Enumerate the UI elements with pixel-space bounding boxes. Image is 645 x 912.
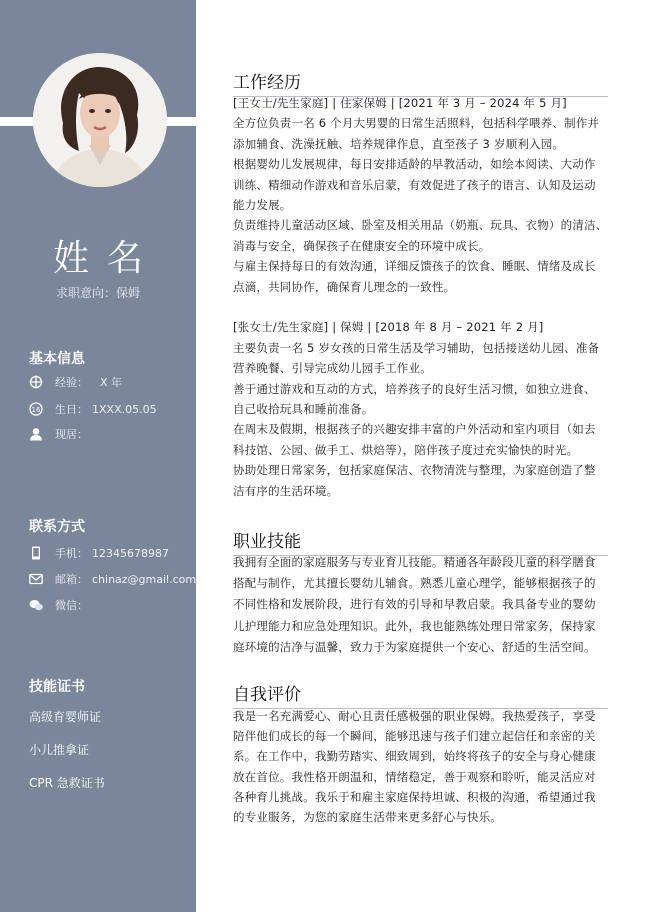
basic-info-heading: 基本信息	[29, 351, 85, 367]
birthday-label: 生日：	[55, 403, 88, 416]
text-line: 点滴，共同协作，确保育儿理念的一致性。	[233, 279, 456, 294]
text-line: 善于通过游戏和互动的方式，培养孩子的良好生活习惯，如独立进食、	[233, 381, 596, 396]
residence-row	[29, 426, 92, 442]
text-line: 协助处理日常家务，包括家庭保洁、衣物清洗与整理，为家庭创造了整	[233, 463, 596, 478]
cert-item: 高级育婴师证	[29, 710, 102, 724]
text-line: 负责维持儿童活动区域、卧室及相关用品（奶瓶、玩具、衣物）的清洁、	[233, 218, 608, 233]
wechat-row	[29, 597, 92, 613]
text-line: 我是一名充满爱心、耐心且责任感极强的职业保姆。我热爱孩子，享受	[233, 709, 596, 723]
birthday-value: 1XXX.05.05	[92, 402, 157, 416]
text-line: 消毒与安全，确保孩子在健康安全的环境中成长。	[233, 238, 491, 253]
cert-item: 小儿推拿证	[29, 743, 90, 757]
text-line: [王女士/先生家庭] | 住家保姆 | [2021 年 3 月 – 2024 年 5 月]	[233, 96, 567, 110]
email-row	[29, 571, 196, 587]
text-line: 能力发展。	[233, 198, 292, 212]
experience-value: X 年	[100, 376, 123, 389]
text-line: 搭配与制作，尤其擅长婴幼儿辅食。熟悉儿童心理学，能够根据孩子的	[233, 576, 596, 591]
mail-icon	[29, 572, 43, 586]
text-line: 我拥有全面的家庭服务与专业育儿技能。精通各年龄段儿童的科学膳食	[233, 555, 596, 569]
text-line: 的专业服务，为您的家庭生活带来更多舒心与快乐。	[233, 810, 503, 824]
certs-heading: 技能证书	[29, 679, 85, 695]
phone-label: 手机：	[55, 547, 88, 560]
person-icon	[29, 427, 43, 441]
phone-value: 12345678987	[92, 546, 169, 560]
text-line: 各种育儿挑战。我乐于和雇主家庭保持坦诚、积极的沟通，希望通过我	[233, 789, 596, 804]
contact-heading: 联系方式	[29, 519, 85, 535]
avatar	[33, 53, 167, 187]
text-line: 庭环境的洁净与温馨，致力于为家庭提供一个安心、舒适的生活空间。	[233, 639, 596, 654]
text-line: 儿护理能力和应急处理知识。此外，我也能熟练处理日常家务，保持家	[233, 618, 596, 633]
birthday-icon	[29, 402, 43, 416]
text-line: 训练、精细动作游戏和音乐启蒙，有效促进了孩子的语言、认知及运动	[233, 177, 596, 192]
wechat-icon	[29, 598, 43, 612]
experience-label: 经验：	[55, 376, 88, 389]
wechat-label: 微信：	[55, 599, 88, 612]
job-intent: 求职意向：保姆	[55, 286, 140, 300]
text-line: 洁有序的生活环境。	[233, 483, 339, 498]
email-label: 邮箱：	[55, 573, 88, 586]
text-line: 科技馆、公园、做手工、烘焙等），陪伴孩子度过充实愉快的时光。	[233, 442, 579, 457]
text-line: 自己收拾玩具和睡前准备。	[233, 402, 374, 416]
text-line: 系。在工作中，我勤劳踏实、细致周到，始终将孩子的安全与身心健康	[233, 749, 596, 764]
text-line: 放在首位。我性格开朗温和，情绪稳定，善于观察和聆听，能灵活应对	[233, 769, 596, 784]
text-line: 添加辅食、洗澡抚触、培养规律作息，直至孩子 3 岁顺利入园。	[233, 136, 565, 151]
text-line: 主要负责一名 5 岁女孩的日常生活及学习辅助，包括接送幼儿园、准备	[233, 340, 600, 355]
email-value: chinaz@gmail.com	[92, 572, 197, 586]
self-heading: 自我评价	[233, 680, 608, 709]
portrait-image	[33, 53, 167, 187]
text-line: 根据婴幼儿发展规律，每日安排适龄的早教活动，如绘本阅读、大动作	[233, 157, 596, 172]
cert-item: CPR 急救证书	[29, 776, 105, 790]
experience-row	[29, 374, 122, 390]
text-line: 全方位负责一名 6 个月大男婴的日常生活照料，包括科学喂养、制作并	[233, 116, 600, 131]
text-line: 陪伴他们成长的每一个瞬间，能够迅速与孩子们建立起信任和亲密的关	[233, 729, 596, 744]
svg-text:16: 16	[31, 406, 41, 414]
candidate-name: 姓名	[52, 238, 161, 279]
text-line: 在周末及假期，根据孩子的兴趣安排丰富的户外活动和室内项目（如去	[233, 422, 596, 437]
skills-heading: 职业技能	[233, 527, 608, 556]
birthday-row	[29, 401, 157, 417]
text-line: 与雇主保持每日的有效沟通，详细反馈孩子的饮食、睡眠、情绪及成长	[233, 259, 596, 274]
text-line: 营养晚餐、引导完成幼儿园手工作业。	[233, 361, 432, 376]
text-line: 不同性格和发展阶段，进行有效的引导和早教启蒙。我具备专业的婴幼	[233, 597, 596, 612]
work-heading: 工作经历	[233, 68, 608, 97]
text-line: [张女士/先生家庭] | 保姆 | [2018 年 8 月 – 2021 年 2 月]	[233, 320, 544, 335]
residence-label: 现居：	[55, 428, 88, 441]
crosshair-icon	[29, 375, 43, 389]
phone-row	[29, 545, 169, 561]
phone-icon	[29, 546, 43, 560]
